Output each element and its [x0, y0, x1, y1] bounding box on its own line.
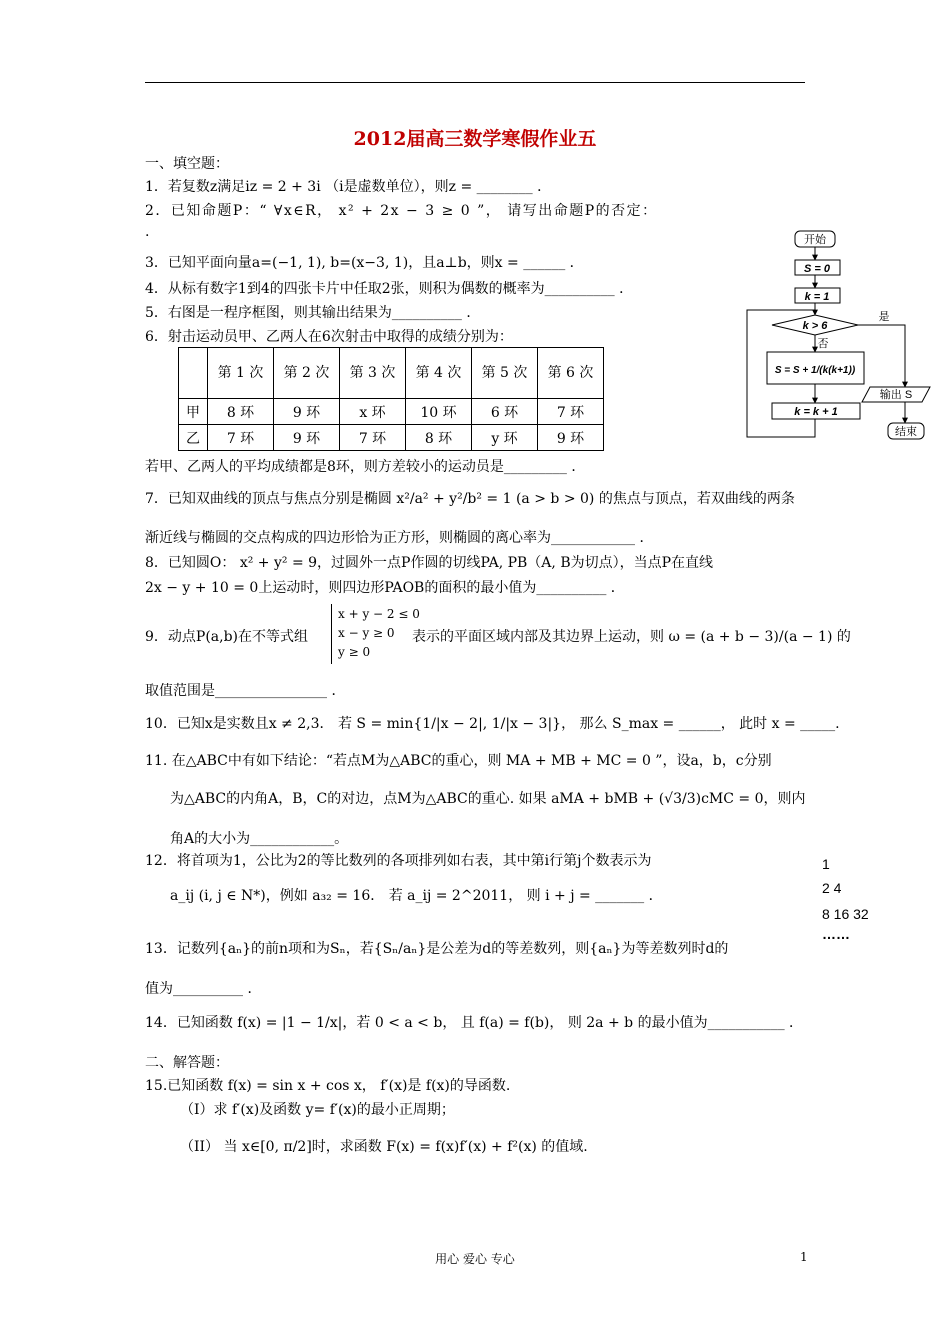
yes-branch-line	[858, 325, 905, 387]
question-12: 12．将首项为1，公比为2的等比数列的各项排列如右表，其中第i行第j个数表示为	[145, 853, 652, 869]
page-title: 2012届高三数学寒假作业五	[353, 128, 597, 150]
question-9: 9．动点P(a,b)在不等式组	[145, 629, 309, 645]
table-cell: 第 1 次	[208, 348, 274, 399]
flow-label: k = k + 1	[794, 406, 838, 418]
question-9-middle: 表示的平面区域内部及其边界上运动，则 ω = (a + b − 3)/(a − 1) 的	[412, 629, 851, 645]
table-cell: y 环	[472, 425, 538, 451]
triangle-row: 8 16 32	[822, 906, 869, 922]
inequality-line: x − y ≥ 0	[338, 626, 395, 640]
question-15-part-1: （I）求 f′(x)及函数 y= f′(x)的最小正周期；	[180, 1102, 455, 1118]
triangle-row: 2 4	[822, 880, 842, 896]
table-cell: 第 3 次	[340, 348, 406, 399]
flow-label: 是	[878, 311, 890, 323]
question-14: 14．已知函数 f(x) = |1 − 1/x|，若 0 < a < b， 且 f(a) = f(b)， 则 2a + b 的最小值为___________ ．	[145, 1015, 804, 1031]
table-cell: 8 环	[208, 399, 274, 425]
question-7: 7．已知双曲线的顶点与焦点分别是椭圆 x²/a² + y²/b² = 1 (a > b > 0) 的焦点与顶点，若双曲线的两条	[145, 491, 795, 507]
flow-label: S = 0	[804, 263, 830, 275]
question-4: 4．从标有数字1到4的四张卡片中任取2张，则积为偶数的概率为__________ ．	[145, 281, 634, 297]
flow-label: k > 6	[802, 320, 828, 332]
table-cell: 第 4 次	[406, 348, 472, 399]
triangle-row: ……	[822, 926, 850, 942]
triangle-row: 1	[822, 856, 830, 872]
question-13-continued: 值为__________ ．	[145, 981, 262, 997]
scores-table	[178, 347, 604, 451]
table-cell: 第 2 次	[274, 348, 340, 399]
table-cell	[179, 348, 208, 399]
program-flowchart	[744, 228, 934, 446]
flow-label: 输出 S	[879, 389, 913, 401]
flow-label: S = S + 1/(k(k+1))	[774, 365, 856, 376]
table-cell: 乙	[179, 425, 208, 451]
question-8-continued: 2x − y + 10 = 0上运动时，则四边形PAOB的面积的最小值为__________ ．	[145, 580, 625, 596]
table-cell: 7 环	[340, 425, 406, 451]
question-12-continued: a_ij (i, j ∈ N*)，例如 a₃₂ = 16． 若 a_ij = 2^2011， 则 i + j = _______ ．	[170, 888, 663, 904]
table-cell: 10 环	[406, 399, 472, 425]
question-15: 15.已知函数 f(x) = sin x + cos x， f′(x)是 f(x)的导函数.	[145, 1078, 511, 1094]
table-cell: x 环	[340, 399, 406, 425]
table-cell: 7 环	[208, 425, 274, 451]
table-header-row	[179, 348, 604, 399]
table-cell: 8 环	[406, 425, 472, 451]
flow-label: k = 1	[804, 291, 830, 303]
table-row	[179, 425, 604, 451]
flow-label: 结束	[895, 426, 917, 438]
question-10: 10．已知x是实数且x ≠ 2,3． 若 S = min{1/|x − 2|, 1/|x − 3|}， 那么 S_max = ______， 此时 x = _____.	[145, 716, 840, 732]
question-2-continued: .	[145, 224, 150, 240]
table-cell: 9 环	[274, 425, 340, 451]
table-cell: 7 环	[538, 399, 604, 425]
inequality-line: x + y − 2 ≤ 0	[338, 607, 420, 621]
question-9-continued: 取值范围是________________ ．	[145, 683, 346, 699]
table-cell: 6 环	[472, 399, 538, 425]
page-number: 1	[800, 1250, 808, 1264]
section-fill-in: 一、填空题：	[145, 156, 229, 172]
table-cell: 9 环	[538, 425, 604, 451]
question-13: 13．记数列{aₙ}的前n项和为Sₙ，若{Sₙ/aₙ}是公差为d的等差数列，则{aₙ}为等差数列时d的	[145, 941, 729, 957]
inequality-line: y ≥ 0	[338, 645, 371, 659]
inequality-system	[338, 605, 420, 662]
question-1: 1．若复数z满足iz = 2 + 3i （i是虚数单位），则z = ________ ．	[145, 179, 552, 195]
question-11-continued: 为△ABC的内角A，B，C的对边，点M为△ABC的重心. 如果 aMA + bMB + (√3/3)cMC = 0，则内	[170, 791, 806, 807]
table-cell: 第 6 次	[538, 348, 604, 399]
top-rule	[145, 82, 805, 83]
table-row	[179, 399, 604, 425]
question-15-part-2: （II） 当 x∈[0, π/2]时，求函数 F(x) = f(x)f′(x) + f²(x) 的值域.	[180, 1139, 588, 1155]
section-solve: 二、解答题：	[145, 1055, 229, 1071]
table-cell: 第 5 次	[472, 348, 538, 399]
table-cell: 9 环	[274, 399, 340, 425]
question-7-continued: 渐近线与椭圆的交点构成的四边形恰为正方形，则椭圆的离心率为____________ ．	[145, 530, 654, 546]
question-3: 3．已知平面向量a=(−1, 1), b=(x−3, 1)，且a⊥b，则x = ______ ．	[145, 255, 584, 271]
table-cell: 甲	[179, 399, 208, 425]
question-11: 11. 在△ABC中有如下结论：“若点M为△ABC的重心，则 MA + MB + MC = 0 ”，设a，b，c分别	[145, 753, 772, 769]
question-8: 8．已知圆O： x² + y² = 9，过圆外一点P作圆的切线PA, PB（A, B为切点），当点P在直线	[145, 555, 714, 571]
inequality-brace	[331, 604, 336, 664]
flow-label: 开始	[804, 234, 826, 246]
question-2: 2．已知命题P：“ ∀x∈R， x² + 2x − 3 ≥ 0 ”， 请写出命题P的否定：	[145, 203, 658, 219]
flow-label: 否	[817, 338, 829, 350]
question-5: 5．右图是一程序框图，则其输出结果为__________ ．	[145, 305, 481, 321]
footer-slogan: 用心 爱心 专心	[435, 1252, 515, 1266]
question-6: 6．射击运动员甲、乙两人在6次射击中取得的成绩分别为：	[145, 329, 513, 345]
question-11-answer: 角A的大小为____________。	[170, 831, 349, 847]
question-6-continued: 若甲、乙两人的平均成绩都是8环，则方差较小的运动员是_________ ．	[145, 459, 586, 475]
